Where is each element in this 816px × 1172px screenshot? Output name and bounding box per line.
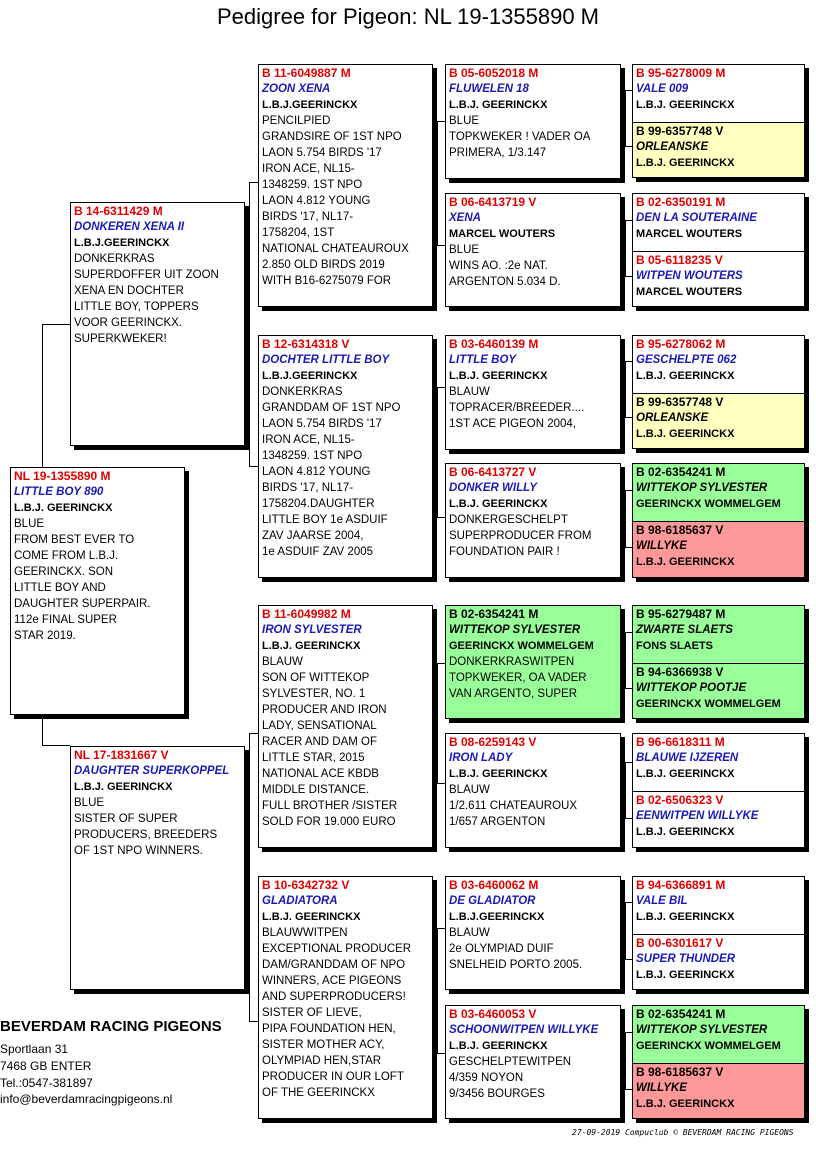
pigeon-pair-gen5[interactable] bbox=[632, 335, 805, 449]
connector-line bbox=[625, 902, 626, 959]
pigeon-info: DONKERKRASWITPEN TOPKWEKER, OA VADER VAN ARGENTO, SUPER bbox=[449, 656, 587, 700]
pigeon-pair-gen5[interactable] bbox=[632, 64, 805, 178]
pigeon-name: ORLEANSKE bbox=[636, 412, 709, 424]
ring-number: B 96-6618311 M bbox=[636, 735, 725, 749]
ring-number: B 95-6279487 M bbox=[636, 607, 726, 621]
pigeon-card-gen5[interactable] bbox=[633, 393, 804, 449]
pigeon-name: DE GLADIATOR bbox=[449, 895, 536, 907]
pigeon-card-gen5[interactable] bbox=[633, 791, 804, 848]
connector-line bbox=[249, 182, 258, 183]
pigeon-name: XENA bbox=[449, 212, 481, 224]
pigeon-name: IRON LADY bbox=[449, 752, 513, 764]
pigeon-owner: L.B.J. GEERINCKX bbox=[636, 911, 735, 923]
ring-number: B 02-6354241 M bbox=[636, 1007, 726, 1021]
ring-number: B 03-6460139 M bbox=[449, 337, 539, 351]
pigeon-owner: L.B.J. GEERINCKX bbox=[636, 370, 735, 382]
ring-number: B 12-6314318 V bbox=[262, 337, 350, 351]
connector-line bbox=[437, 517, 445, 518]
pigeon-owner: L.B.J. GEERINCKX bbox=[449, 99, 548, 111]
pigeon-card-gen5[interactable] bbox=[633, 934, 804, 990]
pigeon-info: DONKERKRAS SUPERDOFFER UIT ZOON XENA EN DOCHTER LITTLE BOY, TOPPERS VOOR GEERINCKX. SUPERKWEKER! bbox=[74, 253, 219, 345]
pigeon-info: BLAUW 1/2.611 CHATEAUROUX 1/657 ARGENTON bbox=[449, 784, 578, 828]
pigeon-name: WILLYKE bbox=[636, 1082, 687, 1094]
pigeon-name: DOCHTER LITTLE BOY bbox=[262, 354, 390, 366]
pigeon-card-gen5[interactable] bbox=[633, 877, 804, 934]
ring-number: B 03-6460062 M bbox=[449, 878, 539, 892]
connector-line bbox=[437, 387, 438, 517]
connector-line bbox=[437, 928, 445, 929]
pigeon-info: GESCHELPTEWITPEN 4/359 NOYON 9/3456 BOURGES bbox=[449, 1056, 572, 1100]
pigeon-owner: L.B.J.GEERINCKX bbox=[262, 370, 358, 382]
ring-number: B 10-6342732 V bbox=[262, 878, 350, 892]
ring-number: B 02-6350191 M bbox=[636, 195, 726, 209]
ring-number: B 06-6413727 V bbox=[449, 465, 537, 479]
pigeon-pair-gen5[interactable] bbox=[632, 193, 805, 307]
pigeon-owner: L.B.J. GEERINCKX bbox=[262, 911, 361, 923]
connector-line bbox=[42, 745, 70, 746]
pigeon-info: BLAUWWITPEN EXCEPTIONAL PRODUCER DAM/GRANDDAM OF NPO WINNERS, ACE PIGEONS AND SUPERPRODUCERS! SISTER OF LIEVE, PIPA FOUNDATION HEN, SISTER MOTHER ACY, OLYMPIAD HEN,STAR PRODUCER IN OUR LOFT OF THE GEERINCKX bbox=[262, 927, 412, 1099]
ring-number: B 94-6366938 V bbox=[636, 665, 724, 679]
ring-number: B 98-6185637 V bbox=[636, 1065, 724, 1079]
pigeon-owner: L.B.J. GEERINCKX bbox=[74, 781, 173, 793]
pigeon-owner: L.B.J. GEERINCKX bbox=[636, 1098, 735, 1110]
connector-line bbox=[625, 762, 626, 818]
pigeon-owner: L.B.J. GEERINCKX bbox=[449, 768, 548, 780]
pigeon-card-gen5[interactable] bbox=[633, 336, 804, 393]
connector-line bbox=[625, 1032, 626, 1089]
pigeon-card-sire[interactable] bbox=[70, 202, 245, 446]
pigeon-card-dam[interactable] bbox=[70, 746, 245, 990]
connector-line bbox=[625, 361, 626, 417]
pigeon-card-gen4[interactable] bbox=[445, 605, 621, 719]
connector-line bbox=[625, 490, 626, 547]
pigeon-owner: GEERINCKX WOMMELGEM bbox=[636, 1040, 781, 1052]
connector-line bbox=[437, 663, 438, 783]
ring-number: B 00-6301617 V bbox=[636, 936, 724, 950]
pigeon-name: BLAUWE IJZEREN bbox=[636, 752, 739, 764]
pigeon-info: DONKERKRAS GRANDDAM OF 1ST NPO LAON 5.754 BIRDS '17 IRON ACE, NL15- 1348259. 1ST NPO LAON 4.812 YOUNG BIRDS '17, NL17- 1758204.DAUGHTER LITTLE BOY 1e ASDUIF ZAV JAARSE 2004, 1e ASDUIF ZAV 2005 bbox=[262, 386, 401, 558]
pigeon-owner: L.B.J.GEERINCKX bbox=[449, 911, 545, 923]
pigeon-card-subject[interactable] bbox=[10, 467, 185, 715]
pigeon-card-gen3[interactable] bbox=[258, 605, 433, 848]
address-postal: 7468 GB ENTER bbox=[0, 1059, 92, 1073]
ring-number: B 94-6366891 M bbox=[636, 878, 726, 892]
pigeon-card-gen5[interactable] bbox=[633, 734, 804, 791]
connector-line bbox=[437, 783, 445, 784]
ring-number: B 99-6357748 V bbox=[636, 124, 724, 138]
pigeon-name: WITTEKOP POOTJE bbox=[636, 682, 747, 694]
pigeon-owner: L.B.J. GEERINCKX bbox=[14, 502, 113, 514]
connector-line bbox=[249, 733, 258, 734]
pigeon-info: PENCILPIED GRANDSIRE OF 1ST NPO LAON 5.754 BIRDS '17 IRON ACE, NL15- 1348259. 1ST NPO LAON 4.812 YOUNG BIRDS '17, NL17- 1758204, 1ST NATIONAL CHATEAUROUX 2.850 OLD BIRDS 2019 WITH B16-6275079 FOR bbox=[262, 115, 409, 287]
ring-number: B 06-6413719 V bbox=[449, 195, 537, 209]
ring-number: B 05-6052018 M bbox=[449, 66, 539, 80]
pigeon-name: ZWARTE SLAETS bbox=[636, 624, 733, 636]
connector-line bbox=[437, 1053, 445, 1054]
pigeon-name: WITPEN WOUTERS bbox=[636, 270, 743, 282]
pigeon-name: DEN LA SOUTERAINE bbox=[636, 212, 757, 224]
pigeon-owner: L.B.J. GEERINCKX bbox=[449, 370, 548, 382]
pigeon-info: BLUE SISTER OF SUPER PRODUCERS, BREEDERS OF 1ST NPO WINNERS. bbox=[74, 797, 218, 857]
pigeon-name: GESCHELPTE 062 bbox=[636, 354, 737, 366]
pigeon-name: EENWITPEN WILLYKE bbox=[636, 810, 759, 822]
pigeon-owner: L.B.J. GEERINCKX bbox=[636, 428, 735, 440]
connector-line bbox=[42, 715, 43, 745]
pigeon-owner: FONS SLAETS bbox=[636, 640, 714, 652]
pigeon-owner: GEERINCKX WOMMELGEM bbox=[449, 640, 594, 652]
pigeon-card-gen4[interactable] bbox=[445, 64, 621, 179]
ring-number: B 08-6259143 V bbox=[449, 735, 537, 749]
pigeon-card-gen5[interactable] bbox=[633, 606, 804, 663]
pigeon-card-gen5[interactable] bbox=[633, 251, 804, 307]
connector-line bbox=[437, 245, 445, 246]
pigeon-card-gen4[interactable] bbox=[445, 335, 621, 450]
pigeon-owner: L.B.J. GEERINCKX bbox=[449, 498, 548, 510]
ring-number: NL 19-1355890 M bbox=[14, 469, 111, 483]
address-email[interactable]: info@beverdamracingpigeons.nl bbox=[0, 1092, 173, 1106]
pigeon-name: ZOON XENA bbox=[262, 83, 331, 95]
connector-line bbox=[249, 1021, 258, 1022]
ring-number: B 02-6354241 M bbox=[449, 607, 539, 621]
pigeon-name: WILLYKE bbox=[636, 540, 687, 552]
pigeon-owner: L.B.J. GEERINCKX bbox=[636, 99, 735, 111]
pigeon-owner: MARCEL WOUTERS bbox=[449, 228, 556, 240]
page-title: Pedigree for Pigeon: NL 19-1355890 M bbox=[217, 4, 599, 29]
connector-line bbox=[437, 663, 445, 664]
pigeon-card-gen5[interactable] bbox=[633, 1063, 804, 1119]
pigeon-owner: L.B.J. GEERINCKX bbox=[636, 826, 735, 838]
pigeon-name: DAUGHTER SUPERKOPPEL bbox=[74, 765, 230, 777]
pigeon-pair-gen5[interactable] bbox=[632, 605, 805, 719]
connector-line bbox=[249, 182, 250, 466]
pigeon-info: BLAUW 2e OLYMPIAD DUIF SNELHEID PORTO 2005. bbox=[449, 927, 583, 971]
ring-number: B 14-6311429 M bbox=[74, 204, 163, 218]
connector-line bbox=[437, 928, 438, 1053]
connector-line bbox=[625, 90, 626, 146]
pigeon-owner: GEERINCKX WOMMELGEM bbox=[636, 498, 781, 510]
pigeon-name: SUPER THUNDER bbox=[636, 953, 736, 965]
pigeon-card-gen4[interactable] bbox=[445, 193, 621, 307]
ring-number: B 99-6357748 V bbox=[636, 395, 724, 409]
pigeon-owner: MARCEL WOUTERS bbox=[636, 228, 743, 240]
pigeon-name: LITTLE BOY 890 bbox=[14, 486, 104, 498]
ring-number: B 11-6049887 M bbox=[262, 66, 351, 80]
ring-number: B 98-6185637 V bbox=[636, 523, 724, 537]
connector-line bbox=[625, 220, 626, 276]
ring-number: B 11-6049982 M bbox=[262, 607, 351, 621]
connector-line bbox=[437, 121, 445, 122]
pigeon-owner: L.B.J. GEERINCKX bbox=[262, 640, 361, 652]
pigeon-pair-gen5[interactable] bbox=[632, 876, 805, 990]
company-name: BEVERDAM RACING PIGEONS bbox=[0, 1018, 222, 1035]
pigeon-name: FLUWELEN 18 bbox=[449, 83, 529, 95]
pigeon-owner: L.B.J. GEERINCKX bbox=[636, 157, 735, 169]
pigeon-pair-gen5[interactable] bbox=[632, 733, 805, 848]
connector-line bbox=[625, 632, 626, 688]
pigeon-owner: L.B.J. GEERINCKX bbox=[636, 556, 735, 568]
pigeon-card-gen5[interactable] bbox=[633, 464, 804, 521]
ring-number: NL 17-1831667 V bbox=[74, 748, 169, 762]
connector-line bbox=[249, 733, 250, 1021]
pigeon-name: VALE BIL bbox=[636, 895, 688, 907]
pigeon-name: GLADIATORA bbox=[262, 895, 338, 907]
pigeon-owner: L.B.J. GEERINCKX bbox=[636, 969, 735, 981]
pigeon-info: DONKERGESCHELPT SUPERPRODUCER FROM FOUNDATION PAIR ! bbox=[449, 514, 592, 558]
pigeon-info: BLUE TOPKWEKER ! VADER OA PRIMERA, 1/3.147 bbox=[449, 115, 591, 159]
pigeon-card-gen5[interactable] bbox=[633, 122, 804, 178]
pigeon-info: BLAUW TOPRACER/BREEDER.... 1ST ACE PIGEON 2004, bbox=[449, 386, 585, 430]
pigeon-card-gen4[interactable] bbox=[445, 876, 621, 990]
connector-line bbox=[42, 324, 70, 325]
connector-line bbox=[42, 324, 43, 468]
pigeon-pair-gen5[interactable] bbox=[632, 463, 805, 578]
ring-number: B 03-6460053 V bbox=[449, 1007, 537, 1021]
pigeon-info: BLAUW SON OF WITTEKOP SYLVESTER, NO. 1 PRODUCER AND IRON LADY, SENSATIONAL RACER AND DAM OF LITTLE STAR, 2015 NATIONAL ACE KBDB MIDDLE DISTANCE. FULL BROTHER /SISTER SOLD FOR 19.000 EURO bbox=[262, 656, 398, 828]
pigeon-card-gen5[interactable] bbox=[633, 194, 804, 251]
pigeon-owner: L.B.J. GEERINCKX bbox=[636, 768, 735, 780]
pigeon-name: DONKEREN XENA II bbox=[74, 221, 185, 233]
pigeon-card-gen4[interactable] bbox=[445, 463, 621, 578]
pigeon-card-gen4[interactable] bbox=[445, 1005, 621, 1119]
ring-number: B 05-6118235 V bbox=[636, 253, 723, 267]
pigeon-name: LITTLE BOY bbox=[449, 354, 517, 366]
connector-line bbox=[437, 121, 438, 245]
pigeon-name: ORLEANSKE bbox=[636, 141, 709, 153]
pigeon-name: WITTEKOP SYLVESTER bbox=[636, 482, 768, 494]
pigeon-name: DONKER WILLY bbox=[449, 482, 537, 494]
ring-number: B 95-6278062 M bbox=[636, 337, 726, 351]
pigeon-card-gen3[interactable] bbox=[258, 335, 433, 578]
footer-credit: 27-09-2019 Compuclub © BEVERDAM RACING PIGEONS bbox=[572, 1128, 794, 1137]
pigeon-name: SCHOONWITPEN WILLYKE bbox=[449, 1024, 599, 1036]
pigeon-card-gen3[interactable] bbox=[258, 64, 433, 307]
pigeon-owner: L.B.J. GEERINCKX bbox=[449, 1040, 548, 1052]
pigeon-owner: L.B.J.GEERINCKX bbox=[74, 237, 170, 249]
pigeon-name: WITTEKOP SYLVESTER bbox=[636, 1024, 768, 1036]
address-phone: Tel.:0547-381897 bbox=[0, 1076, 93, 1090]
pigeon-card-gen5[interactable] bbox=[633, 663, 804, 719]
pigeon-card-gen3[interactable] bbox=[258, 876, 433, 1119]
connector-line bbox=[437, 387, 445, 388]
pigeon-owner: L.B.J.GEERINCKX bbox=[262, 99, 358, 111]
ring-number: B 95-6278009 M bbox=[636, 66, 726, 80]
pigeon-owner: GEERINCKX WOMMELGEM bbox=[636, 698, 781, 710]
pigeon-card-gen4[interactable] bbox=[445, 733, 621, 848]
pigeon-owner: MARCEL WOUTERS bbox=[636, 286, 743, 298]
address-street: Sportlaan 31 bbox=[0, 1042, 69, 1056]
pigeon-name: IRON SYLVESTER bbox=[262, 624, 362, 636]
pigeon-card-gen5[interactable] bbox=[633, 521, 804, 578]
ring-number: B 02-6506323 V bbox=[636, 793, 724, 807]
pigeon-pair-gen5[interactable] bbox=[632, 1005, 805, 1119]
pigeon-info: BLUE WINS AO. :2e NAT. ARGENTON 5.034 D. bbox=[449, 244, 561, 288]
pigeon-card-gen5[interactable] bbox=[633, 1006, 804, 1063]
pigeon-name: VALE 009 bbox=[636, 83, 689, 95]
ring-number: B 02-6354241 M bbox=[636, 465, 726, 479]
connector-line bbox=[249, 466, 258, 467]
pigeon-name: WITTEKOP SYLVESTER bbox=[449, 624, 581, 636]
pigeon-info: BLUE FROM BEST EVER TO COME FROM L.B.J. GEERINCKX. SON LITTLE BOY AND DAUGHTER SUPERPAIR. 112e FINAL SUPER STAR 2019. bbox=[14, 518, 151, 642]
pigeon-card-gen5[interactable] bbox=[633, 65, 804, 122]
